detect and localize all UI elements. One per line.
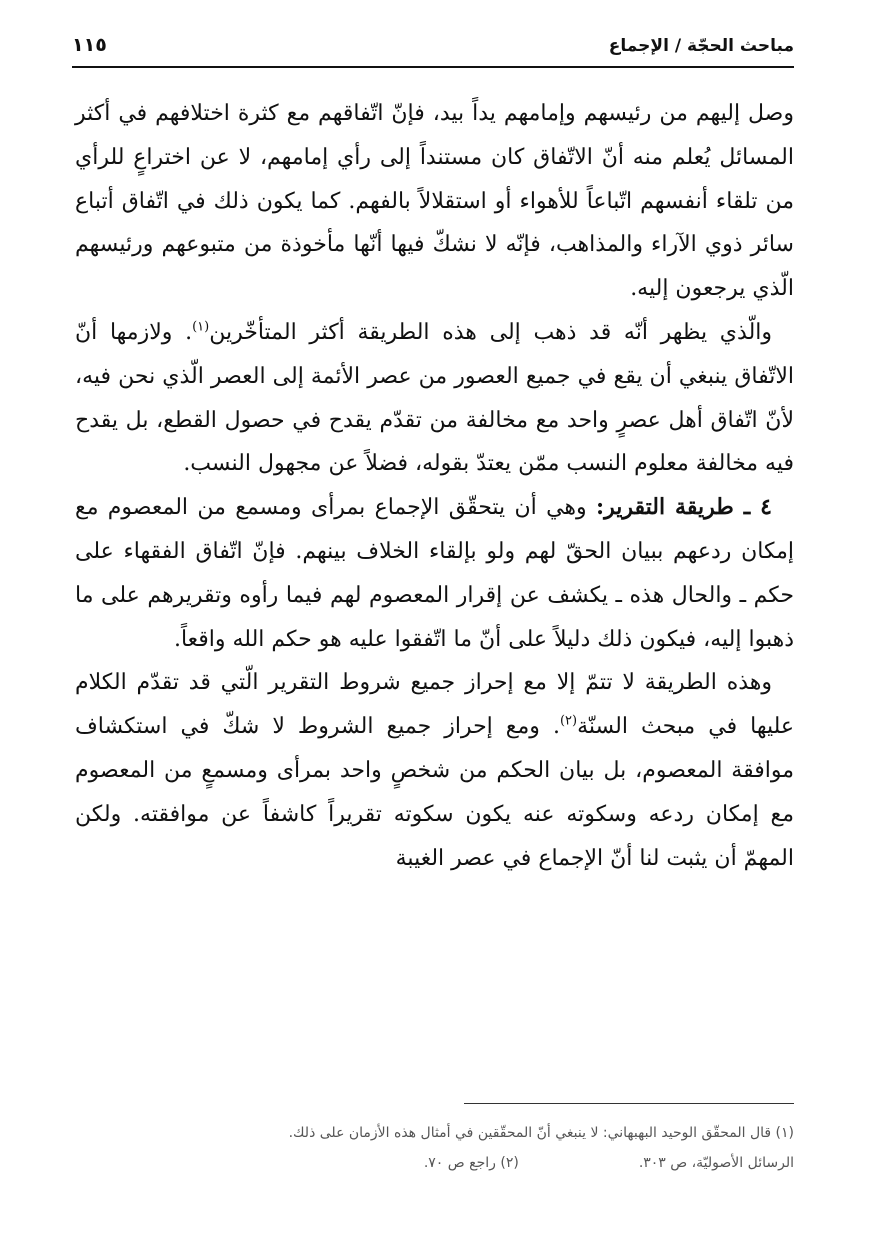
running-title: مباحث الحجّة / الإجماع (608, 36, 794, 56)
paragraph (75, 311, 794, 486)
page-number: ١١٥ (72, 34, 107, 56)
section-heading: ٤ ـ طريقة التقرير: (595, 494, 772, 521)
paragraph (75, 486, 794, 661)
paragraph (75, 92, 794, 311)
footnote (75, 1148, 794, 1178)
footnote-text: (٢) راجع ص ٧٠. (423, 1155, 519, 1171)
paragraph-text: وهذه الطريقة لا تتمّ إلا مع إحراز جميع شروط التقرير الّتي قد تقدّم الكلام عليها في مبحث السنّة (75, 670, 795, 740)
paragraph-text: وصل إليهم من رئيسهم وإمامهم يداً بيد، فإنّ اتّفاقهم مع كثرة اختلافهم في أكثر المسائل يُعلم منه أنّ الاتّفاق كان مستنداً إلى رأي إمامهم، لا عن اختراعٍ للرأي من تلقاء أنفسهم اتّباعاً للأهواء أو استقلالاً بالفهم. كما يكون ذلك في اتّفاق أتباع سائر ذوي الآراء والمذاهب، فإنّه لا نشكّ فيها أنّها مأخوذة من متبوعهم ورئيسهم الّذي يرجعون إليه. (75, 101, 794, 302)
paragraph (75, 661, 794, 880)
header-divider (72, 66, 794, 68)
footnote-ref[interactable]: (١) (192, 319, 210, 335)
page-header (72, 30, 794, 66)
body-text (75, 92, 794, 880)
footnotes (75, 1118, 794, 1178)
footnote-ref[interactable]: (٢) (559, 713, 578, 729)
footnote-text: (١) قال المحقّق الوحيد البهبهاني: لا ينبغي أنّ المحقّقين في أمثال هذه الأزمان على ذلك. (288, 1125, 794, 1141)
footnote-divider (464, 1103, 794, 1104)
paragraph-text: . ولازمها أنّ الاتّفاق ينبغي أن يقع في جميع العصور من عصر الأئمة إلى العصر الّذي نحن فيه، لأنّ اتّفاق أهل عصرٍ واحد مع مخالفة من تقدّم يقدح في حصول القطع، بل يقدح فيه مخالفة معلوم النسب ممّن يعتدّ بقوله، فضلاً عن مجهول النسب. (75, 319, 794, 477)
paragraph-text: . ومع إحراز جميع الشروط لا شكّ في استكشاف موافقة المعصوم، بل بيان الحكم من شخصٍ واحد بمرأى ومسمعٍ من المعصوم مع إمكان ردعه وسكوته عنه يكون سكوته تقريراً كاشفاً عن موافقته. ولكن المهمّ أن يثبت لنا أنّ الإجماع في عصر الغيبة (75, 714, 795, 871)
paragraph-text: وهي أن يتحقّق الإجماع بمرأى ومسمع من المعصوم مع إمكان ردعهم ببيان الحقّ لهم ولو بإلقاء الخلاف بينهم. فإنّ اتّفاق الفقهاء على حكم ـ والحال هذه ـ يكشف عن إقرار المعصوم لهم فيما رأوه وتقريرهم على ما ذهبوا إليه، فيكون ذلك دليلاً على أنّ ما اتّفقوا عليه هو حكم الله واقعاً. (75, 495, 794, 652)
paragraph-text: والّذي يظهر أنّه قد ذهب إلى هذه الطريقة أكثر المتأخّرين (209, 319, 773, 345)
footnote-source: الرسائل الأصوليّة، ص ٣٠٣. (638, 1155, 794, 1171)
footnote (75, 1118, 794, 1148)
